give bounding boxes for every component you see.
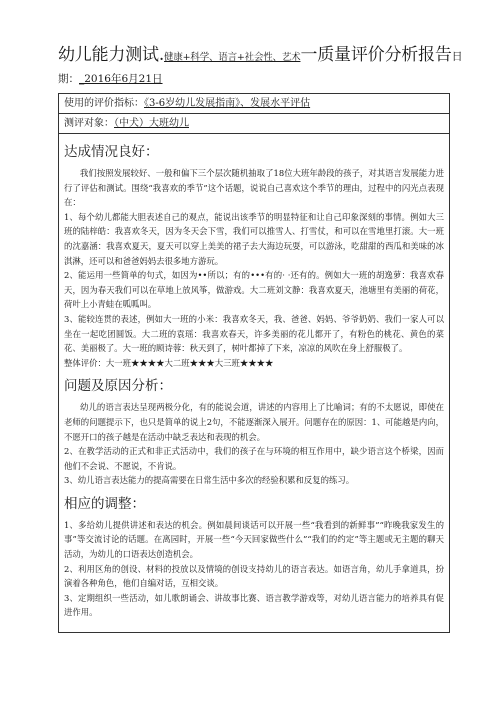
section-good-item-1: 1、每个幼儿都能大胆表述自己的观点，能说出该季节的明显特征和让自己印象深刻的事情。例如大三班的陆梓皓：我喜欢冬天，因为冬天会下雪，我们可以推雪人、打雪仗，和可以在雪地里打滚。大一班的沈嘉涵：我喜欢夏天，夏天可以穿上美美的裙子去大海边玩耍，可以游泳，吃甜甜的西瓜和美味的冰淇淋，还可以和爸爸妈妈去很多地方游玩。 bbox=[64, 211, 444, 266]
section-good-item-3: 3、能较连贯的表述，例如大一班的小米：我喜欢冬天，我、爸爸、妈妈、爷爷奶奶、我们一家人可以坐在一起吃团圆饭。大二班的袁瑶：我喜欢春天，许多美丽的花儿都开了，有粉色的桃花、黄色的菜花、美丽极了。大一班的顾诗蓉：秋天到了，树叶都掉了下来，凉凉的风吹在身上舒服极了。 bbox=[64, 313, 444, 354]
meta-cell bbox=[59, 94, 450, 134]
section-adjust-item-3: 3、定期组织一些活动，如儿歌朗诵会、讲故事比赛、语言教学游戏等，对幼儿语言能力的培养具有促进作用。 bbox=[64, 592, 444, 618]
section-adjust-item-2: 2、利用区角的创设、材料的投放以及情境的创设支持幼儿的语言表达。如语言角，幼儿手拿道具，扮演着各种角色，他们自编对话，互相交谈。 bbox=[64, 563, 444, 589]
content-cell bbox=[59, 134, 450, 633]
document-page bbox=[58, 44, 463, 633]
section-adjust-heading: 相应的调整： bbox=[64, 495, 145, 512]
section-good-item-2: 2、能运用一些简单的句式，如因为••所以；有的•••有的· ·还有的。例如大一班的胡逸萝：我喜欢春天，因为春天我们可以在草地上放风筝，做游戏。大二班刘文静：我喜欢夏天，池塘里有美丽的荷花，荷叶上小青蛙在呱呱叫。 bbox=[64, 270, 444, 310]
section-problem-item-2: 2、在教学活动的正式和非正式活动中，我们的孩子在与环境的相互作用中，缺少语言这个桥梁，因而他们不会说、不愿说，不肯说。 bbox=[64, 446, 444, 471]
subject-value: （中犬）大班幼儿 bbox=[114, 118, 189, 129]
date-value: _2016年6月21日 bbox=[79, 73, 163, 85]
report-title bbox=[58, 44, 463, 69]
section-problem-item-3: 3、幼儿语言表达能力的提高需要在日常生活中多次的经验积累和反复的练习。 bbox=[64, 475, 355, 486]
title-main: 幼儿能力测试 bbox=[58, 45, 159, 65]
title-subjects: 健康+科学、语言+社会性、艺术 bbox=[164, 52, 301, 63]
section-adjust-item-1: 1、多给幼儿提供讲述和表达的机会。例如晨间谈话可以开展一些“我看到的新鲜事”“昨晚我家发生的事”等交流讨论的话题。在离园时，开展一些“今天回家做些什么”“我们的约定”等主题或无主题的聊天活动，为幼儿的口语表达创造机会。 bbox=[64, 519, 444, 560]
content-row bbox=[59, 134, 450, 633]
date-label: 期： bbox=[58, 73, 79, 85]
report-table bbox=[58, 93, 450, 633]
subject-label: 测评对象： bbox=[64, 118, 114, 129]
indicator-label: 使用的评价指标： bbox=[64, 98, 144, 109]
title-rest: 一质量评价分析报告 bbox=[300, 45, 452, 65]
trailing-space bbox=[64, 620, 444, 630]
subject-line bbox=[59, 113, 449, 131]
report-date bbox=[58, 71, 450, 87]
section-good-heading: 达成情况良好： bbox=[64, 144, 159, 160]
indicator-value: 《3-6岁幼儿发展指南》、发展水平评估 bbox=[144, 98, 311, 109]
title-tail: 日 bbox=[451, 50, 463, 63]
section-problem-heading: 问题及原因分析： bbox=[64, 378, 172, 395]
meta-row bbox=[59, 94, 450, 134]
section-problem-intro: 幼儿的语言表达呈现两极分化，有的能说会道，讲述的内容用上了比喻词；有的不太愿说，即使在老师的问题提示下，也只是简单的说上2句，不能逐渐深入展开。问题存在的原因：1、可能越是内向，不愿开口的孩子越是在活动中缺乏表达和表现的机会。 bbox=[64, 402, 444, 442]
indicator-line bbox=[64, 96, 444, 111]
section-good-intro: 我们按照发展较好、一般和偏下三个层次随机抽取了18位大班年龄段的孩子，对其语言发展能力进行了评估和测试。围绕“我喜欢的季节”这个话题，说说自己喜欢这个季节的理由，过程中的闪光点表现在： bbox=[64, 168, 444, 208]
title-dot: . bbox=[158, 45, 165, 65]
overall-rating: 整体评价：大一班★★★★大二班★★★大三班★★★★ bbox=[64, 357, 274, 368]
